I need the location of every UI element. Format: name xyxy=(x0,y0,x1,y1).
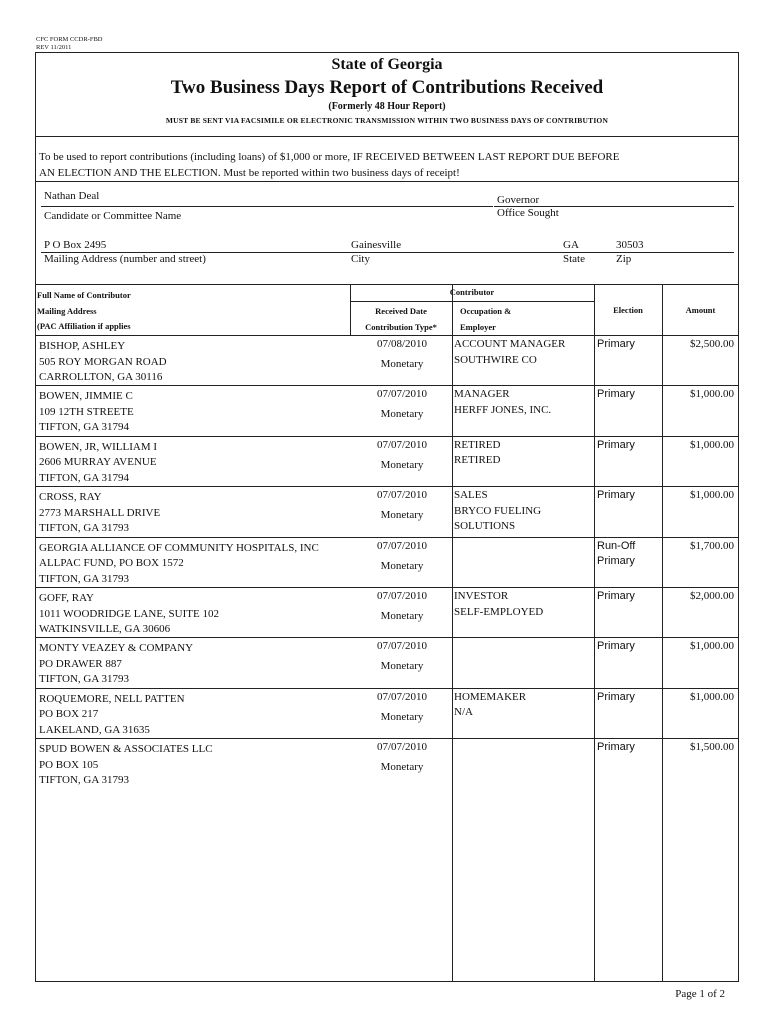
table-row xyxy=(36,688,738,738)
report-title: Two Business Days Report of Contributions Received xyxy=(170,77,604,98)
contributor-name: BISHOP, ASHLEY xyxy=(39,340,126,352)
contributor-cell xyxy=(39,389,347,436)
election-cell xyxy=(597,589,661,605)
election-cell xyxy=(597,337,661,353)
contributor-name: CROSS, RAY xyxy=(39,491,102,504)
contributor-city: TIFTON, GA 31793 xyxy=(39,522,129,535)
occupation: ACCOUNT MANAGER xyxy=(454,338,566,350)
contributor-address: 109 12TH STREETE xyxy=(39,405,134,418)
contributor-cell xyxy=(39,490,347,537)
header-contributor-name: Full Name of Contributor xyxy=(37,290,131,300)
contributor-city: TIFTON, GA 31794 xyxy=(39,421,129,434)
occupation-employer xyxy=(454,337,594,368)
contribution-type: Monetary xyxy=(380,761,424,774)
employer-continued: SOLUTIONS xyxy=(454,520,516,533)
header-contributor-group: Contributor xyxy=(449,287,495,297)
employer: RETIRED xyxy=(454,454,501,467)
contributor-name: GOFF, RAY xyxy=(39,592,94,604)
election: Primary xyxy=(597,741,635,754)
divider xyxy=(350,301,594,302)
contributor-cell xyxy=(39,541,347,588)
occupation-employer xyxy=(454,438,594,469)
election-cell xyxy=(597,438,661,454)
header-amount: Amount xyxy=(685,305,716,315)
employer: N/A xyxy=(454,706,473,719)
occupation: HOMEMAKER xyxy=(454,690,527,703)
report-form xyxy=(35,52,739,982)
underline xyxy=(41,252,734,253)
header-election: Election xyxy=(613,305,643,315)
occupation: MANAGER xyxy=(454,388,510,401)
election: Primary xyxy=(597,690,635,703)
received-date: 07/07/2010 xyxy=(376,590,428,602)
contribution-type: Monetary xyxy=(380,358,424,370)
header-employer: Employer xyxy=(460,322,496,332)
employer: HERFF JONES, INC. xyxy=(454,403,552,416)
table-row xyxy=(36,335,738,385)
contributor-name: BOWEN, JR, WILLIAM I xyxy=(39,440,158,453)
contributor-address: 2606 MURRAY AVENUE xyxy=(39,456,157,469)
received-date: 07/07/2010 xyxy=(376,388,428,401)
occupation: SALES xyxy=(454,489,488,502)
form-code-line1: CFC FORM CCDR-FBD xyxy=(36,36,103,43)
contribution-type: Monetary xyxy=(380,458,424,471)
contribution-type: Monetary xyxy=(380,610,424,622)
contributor-cell xyxy=(39,692,347,739)
contributor-name: GEORGIA ALLIANCE OF COMMUNITY HOSPITALS, INC xyxy=(39,541,319,554)
city: Gainesville xyxy=(351,239,402,251)
contribution-type: Monetary xyxy=(380,509,424,522)
contributor-city: CARROLLTON, GA 30116 xyxy=(39,371,163,383)
election-cell xyxy=(597,539,661,570)
election: Primary xyxy=(597,338,635,350)
amount: $1,500.00 xyxy=(690,741,734,754)
amount: $1,000.00 xyxy=(690,438,734,451)
state-heading: State of Georgia xyxy=(331,56,443,73)
header-pac-affiliation: (PAC Affiliation if applies xyxy=(37,321,131,331)
contributor-city: TIFTON, GA 31793 xyxy=(39,774,129,787)
contribution-type: Monetary xyxy=(380,710,424,723)
form-revision: REV 11/2011 xyxy=(36,44,72,51)
header-received-date: Received Date xyxy=(375,306,427,316)
employer: BRYCO FUELING xyxy=(454,504,542,517)
received-date: 07/08/2010 xyxy=(376,338,428,350)
contributor-address: 2773 MARSHALL DRIVE xyxy=(39,506,161,519)
election-cell xyxy=(597,690,661,706)
contributor-address: PO BOX 105 xyxy=(39,758,99,771)
contributor-cell xyxy=(39,742,347,789)
contributor-name: SPUD BOWEN & ASSOCIATES LLC xyxy=(39,743,213,756)
received-date: 07/07/2010 xyxy=(376,741,428,754)
contributions-table-body xyxy=(36,335,738,981)
contributor-city: LAKELAND, GA 31635 xyxy=(39,723,150,736)
received-date: 07/07/2010 xyxy=(376,690,428,703)
amount: $2,000.00 xyxy=(690,590,734,602)
amount: $2,500.00 xyxy=(690,338,734,350)
election-secondary: Primary xyxy=(597,555,635,568)
contributor-address: PO BOX 217 xyxy=(39,708,99,721)
mailing-address: P O Box 2495 xyxy=(44,239,107,251)
election-cell xyxy=(597,639,661,655)
contributor-name: MONTY VEAZEY & COMPANY xyxy=(39,642,194,655)
received-date: 07/07/2010 xyxy=(376,539,428,552)
table-top-border xyxy=(36,284,738,285)
contributor-cell xyxy=(39,440,347,487)
instructions-line2: AN ELECTION AND THE ELECTION. Must be reported within two business days of receipt! xyxy=(39,167,460,179)
header-contribution-type: Contribution Type* xyxy=(365,322,437,332)
employer: SOUTHWIRE CO xyxy=(454,353,537,366)
election-cell xyxy=(597,488,661,504)
occupation: RETIRED xyxy=(454,438,501,451)
amount: $1,000.00 xyxy=(690,489,734,502)
amount: $1,700.00 xyxy=(690,539,734,552)
contributor-cell xyxy=(39,641,347,688)
amount: $1,000.00 xyxy=(690,388,734,401)
office-sought-label: Office Sought xyxy=(497,207,559,219)
occupation-employer xyxy=(454,589,594,620)
occupation-employer xyxy=(454,690,594,721)
column-divider xyxy=(350,284,351,335)
received-date: 07/07/2010 xyxy=(376,438,428,451)
table-row xyxy=(36,537,738,587)
contributor-cell xyxy=(39,339,347,386)
occupation: INVESTOR xyxy=(454,590,509,602)
election: Run-Off xyxy=(597,539,636,552)
state: GA xyxy=(563,239,579,251)
election: Primary xyxy=(597,489,635,502)
election: Primary xyxy=(597,438,635,451)
contributor-address: 505 ROY MORGAN ROAD xyxy=(39,355,167,368)
contributor-city: WATKINSVILLE, GA 30606 xyxy=(39,623,171,635)
election-cell xyxy=(597,387,661,403)
election: Primary xyxy=(597,640,635,653)
received-date: 07/07/2010 xyxy=(376,489,428,502)
contributor-address: PO DRAWER 887 xyxy=(39,657,122,670)
contributor-name: BOWEN, JIMMIE C xyxy=(39,390,133,403)
underline xyxy=(41,206,493,207)
table-row xyxy=(36,436,738,486)
occupation-employer xyxy=(454,488,594,535)
header-mailing-address: Mailing Address xyxy=(37,306,97,316)
instructions xyxy=(39,149,719,181)
header-occupation: Occupation & xyxy=(460,306,512,316)
table-row xyxy=(36,738,738,788)
employer: SELF-EMPLOYED xyxy=(454,605,544,618)
office-sought: Governor xyxy=(497,194,540,206)
divider xyxy=(36,181,738,182)
contributor-name: ROQUEMORE, NELL PATTEN xyxy=(39,692,185,705)
amount: $1,000.00 xyxy=(690,690,734,703)
formerly-note: (Formerly 48 Hour Report) xyxy=(328,101,446,112)
contributor-city: TIFTON, GA 31794 xyxy=(39,471,129,484)
form-code xyxy=(36,36,102,52)
zip-label: Zip xyxy=(616,253,632,265)
received-date: 07/07/2010 xyxy=(376,640,428,653)
election-cell xyxy=(597,740,661,756)
candidate-name: Nathan Deal xyxy=(44,190,100,202)
divider xyxy=(36,136,738,137)
page-number: Page 1 of 2 xyxy=(675,988,725,1000)
contribution-type: Monetary xyxy=(380,660,424,673)
contribution-type: Monetary xyxy=(380,408,424,421)
state-label: State xyxy=(563,253,585,265)
candidate-name-label: Candidate or Committee Name xyxy=(44,210,182,222)
contributor-address: 1011 WOODRIDGE LANE, SUITE 102 xyxy=(39,607,219,620)
city-label: City xyxy=(351,253,370,265)
contributor-city: TIFTON, GA 31793 xyxy=(39,673,129,686)
election: Primary xyxy=(597,388,635,401)
election: Primary xyxy=(597,590,635,602)
zip: 30503 xyxy=(616,239,644,251)
contributor-cell xyxy=(39,591,347,638)
table-row xyxy=(36,486,738,536)
table-row xyxy=(36,385,738,435)
table-row xyxy=(36,587,738,637)
transmission-notice: MUST BE SENT VIA FACSIMILE OR ELECTRONIC TRANSMISSION WITHIN TWO BUSINESS DAYS OF CONTRIBUTION xyxy=(165,116,609,125)
instructions-line1: To be used to report contributions (including loans) of $1,000 or more, IF RECEIVED BETWEEN LAST REPORT DUE BEFORE xyxy=(39,151,620,163)
contributor-address: ALLPAC FUND, PO BOX 1572 xyxy=(39,557,184,570)
table-row xyxy=(36,637,738,687)
contribution-type: Monetary xyxy=(380,559,424,572)
occupation-employer xyxy=(454,387,594,418)
contributor-city: TIFTON, GA 31793 xyxy=(39,572,129,585)
amount: $1,000.00 xyxy=(690,640,734,653)
mailing-address-label: Mailing Address (number and street) xyxy=(44,253,206,265)
